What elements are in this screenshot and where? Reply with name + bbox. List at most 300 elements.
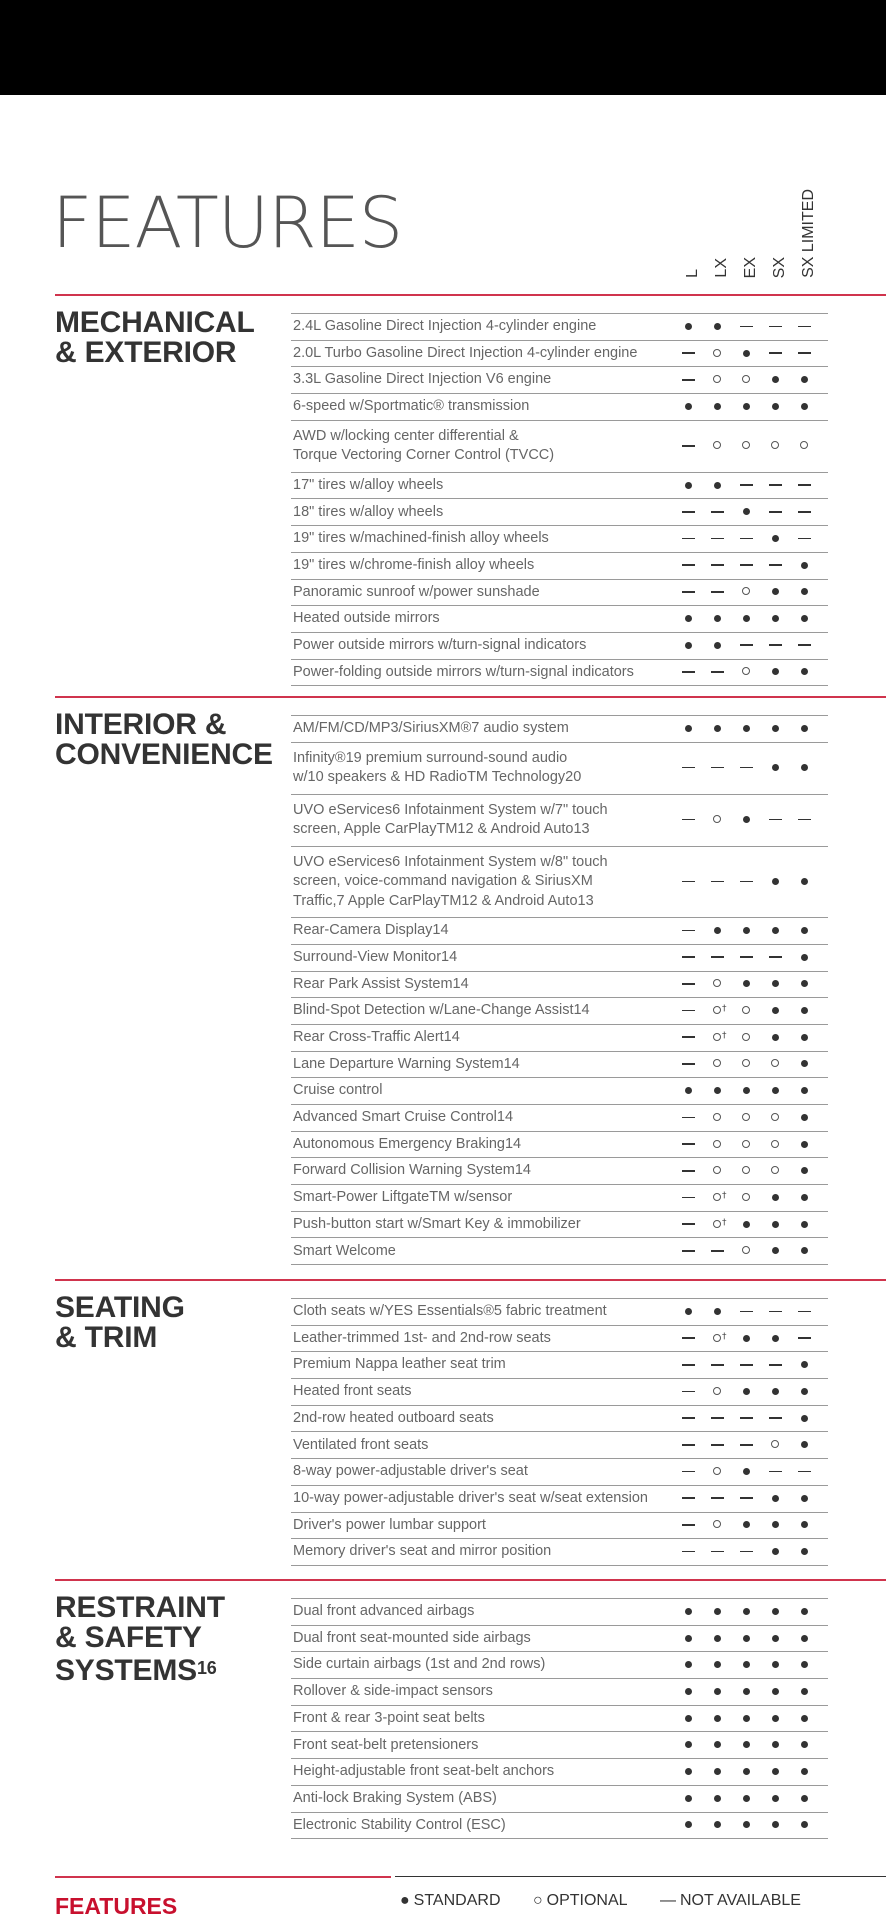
optional-circle-icon xyxy=(735,1057,757,1071)
section-title-line: & TRIM xyxy=(55,1321,158,1354)
not-available-dash-icon xyxy=(677,1465,699,1479)
feature-label: Rear Cross-Traffic Alert14 xyxy=(293,1029,460,1046)
standard-dot-icon xyxy=(735,1332,757,1346)
table-row xyxy=(291,1158,828,1185)
availability-marks xyxy=(679,1158,824,1184)
availability-marks xyxy=(679,633,824,659)
feature-label: Electronic Stability Control (ESC) xyxy=(293,1816,506,1833)
standard-dot-icon xyxy=(764,977,786,991)
standard-dot-icon xyxy=(793,1138,815,1152)
feature-table xyxy=(291,1598,828,1839)
standard-dot-icon xyxy=(764,1492,786,1506)
not-available-dash-icon xyxy=(677,1438,699,1452)
standard-dot-icon xyxy=(793,1685,815,1699)
standard-dot-icon xyxy=(764,924,786,938)
feature-label: Ventilated front seats xyxy=(293,1436,429,1453)
standard-dot-icon xyxy=(793,951,815,965)
table-row xyxy=(291,314,828,341)
availability-marks xyxy=(679,847,824,918)
standard-dot-icon xyxy=(764,1004,786,1018)
availability-marks xyxy=(679,1212,824,1238)
standard-dot-icon xyxy=(764,1031,786,1045)
optional-circle-icon xyxy=(735,1164,757,1178)
not-available-dash-icon xyxy=(677,1518,699,1532)
standard-dot-icon xyxy=(706,1605,728,1619)
standard-dot-icon xyxy=(677,1605,699,1619)
table-row xyxy=(291,1212,828,1239)
standard-dot-icon xyxy=(793,722,815,736)
section-divider xyxy=(55,696,886,698)
standard-dot-icon xyxy=(735,1605,757,1619)
availability-marks xyxy=(679,1626,824,1652)
standard-dot-icon xyxy=(764,1191,786,1205)
standard-dot-icon xyxy=(764,1218,786,1232)
feature-label: Forward Collision Warning System14 xyxy=(293,1162,531,1179)
table-row xyxy=(291,918,828,945)
optional-circle-icon xyxy=(735,439,757,453)
not-available-dash-icon xyxy=(677,924,699,938)
not-available-dash-icon xyxy=(764,479,786,493)
standard-dot-icon xyxy=(706,639,728,653)
standard-dot-icon xyxy=(735,1218,757,1232)
standard-dot-icon xyxy=(677,1792,699,1806)
standard-dot-icon xyxy=(677,1712,699,1726)
availability-marks xyxy=(679,1732,824,1758)
table-row xyxy=(291,1052,828,1079)
availability-marks xyxy=(679,1599,824,1625)
optional-circle-icon xyxy=(706,1518,728,1532)
not-available-dash-icon xyxy=(677,1385,699,1399)
not-available-dash-icon xyxy=(764,1465,786,1479)
availability-marks xyxy=(679,1813,824,1839)
table-row xyxy=(291,526,828,553)
standard-dot-icon xyxy=(793,1658,815,1672)
not-available-dash-icon xyxy=(764,320,786,334)
availability-marks xyxy=(679,499,824,525)
table-row xyxy=(291,1513,828,1540)
section-title-line: INTERIOR & xyxy=(55,708,227,741)
not-available-dash-icon xyxy=(735,875,757,889)
standard-dot-icon xyxy=(764,1792,786,1806)
optional-circle-icon xyxy=(706,1057,728,1071)
not-available-dash-icon xyxy=(735,1545,757,1559)
table-row xyxy=(291,1406,828,1433)
not-available-dash-icon xyxy=(706,1412,728,1426)
availability-marks xyxy=(679,1105,824,1131)
standard-dot-icon xyxy=(677,1084,699,1098)
standard-dot-icon xyxy=(735,612,757,626)
table-row xyxy=(291,716,828,743)
table-row xyxy=(291,1105,828,1132)
standard-dot-icon xyxy=(677,1305,699,1319)
table-row xyxy=(291,633,828,660)
feature-label: AWD w/locking center differential & Torque Vectoring Corner Control (TVCC) xyxy=(293,427,555,464)
feature-label: Power-folding outside mirrors w/turn-signal indicators xyxy=(293,663,634,680)
standard-dot-icon xyxy=(764,761,786,775)
not-available-dash-icon xyxy=(735,532,757,546)
optional-circle-icon xyxy=(764,1111,786,1125)
feature-label: Lane Departure Warning System14 xyxy=(293,1055,520,1072)
optional-circle-icon xyxy=(764,1164,786,1178)
feature-label: Dual front seat-mounted side airbags xyxy=(293,1629,531,1646)
standard-dot-icon xyxy=(793,1358,815,1372)
standard-dot-icon xyxy=(793,1164,815,1178)
availability-marks xyxy=(679,1326,824,1352)
not-available-dash-icon xyxy=(764,1412,786,1426)
optional-circle-icon xyxy=(735,1191,757,1205)
availability-marks xyxy=(679,1078,824,1104)
table-row xyxy=(291,421,828,473)
section-title xyxy=(55,308,275,368)
feature-label: Leather-trimmed 1st- and 2nd-row seats xyxy=(293,1329,551,1346)
feature-label: Surround-View Monitor14 xyxy=(293,948,458,965)
standard-dot-icon xyxy=(764,875,786,889)
table-row xyxy=(291,972,828,999)
optional-dagger-icon xyxy=(706,1191,728,1205)
table-row xyxy=(291,660,828,687)
optional-circle-icon xyxy=(735,1031,757,1045)
table-row xyxy=(291,1238,828,1265)
table-row xyxy=(291,394,828,421)
optional-dagger-icon xyxy=(706,1004,728,1018)
table-row xyxy=(291,945,828,972)
section-title-line xyxy=(55,1653,275,1686)
not-available-dash-icon xyxy=(764,639,786,653)
not-available-dash-icon xyxy=(706,951,728,965)
not-available-dash-icon xyxy=(706,1438,728,1452)
optional-circle-icon xyxy=(706,1385,728,1399)
standard-dot-icon xyxy=(677,722,699,736)
not-available-dash-icon xyxy=(677,347,699,361)
feature-label: Autonomous Emergency Braking14 xyxy=(293,1135,522,1152)
table-row xyxy=(291,1759,828,1786)
standard-dot-icon xyxy=(677,1632,699,1646)
feature-label: Dual front advanced airbags xyxy=(293,1603,475,1620)
not-available-dash-icon xyxy=(706,761,728,775)
optional-circle-icon xyxy=(735,1244,757,1258)
feature-label: Front & rear 3-point seat belts xyxy=(293,1709,485,1726)
standard-dot-icon xyxy=(764,373,786,387)
not-available-dash-icon xyxy=(764,1305,786,1319)
not-available-dash-icon xyxy=(735,320,757,334)
not-available-dash-icon xyxy=(677,585,699,599)
standard-dot-icon xyxy=(793,1191,815,1205)
table-row xyxy=(291,473,828,500)
availability-marks xyxy=(679,743,824,794)
footer-divider-red xyxy=(55,1876,391,1878)
dash-icon: — xyxy=(659,1892,676,1909)
not-available-dash-icon xyxy=(793,1465,815,1479)
standard-dot-icon xyxy=(793,1412,815,1426)
not-available-dash-icon xyxy=(677,977,699,991)
feature-label: 18" tires w/alloy wheels xyxy=(293,503,444,520)
not-available-dash-icon xyxy=(764,505,786,519)
standard-dot-icon xyxy=(735,1658,757,1672)
not-available-dash-icon xyxy=(706,559,728,573)
standard-dot-icon xyxy=(793,1518,815,1532)
optional-circle-icon xyxy=(706,373,728,387)
not-available-dash-icon xyxy=(793,532,815,546)
table-row xyxy=(291,1486,828,1513)
table-row xyxy=(291,1379,828,1406)
availability-marks xyxy=(679,341,824,367)
feature-label: 10-way power-adjustable driver's seat w/seat extension xyxy=(293,1489,648,1506)
not-available-dash-icon xyxy=(677,1057,699,1071)
not-available-dash-icon xyxy=(677,1191,699,1205)
standard-dot-icon xyxy=(764,665,786,679)
availability-marks xyxy=(679,367,824,393)
table-row xyxy=(291,1326,828,1353)
not-available-dash-icon xyxy=(735,951,757,965)
standard-dot-icon xyxy=(735,722,757,736)
standard-dot-icon xyxy=(706,612,728,626)
standard-dot-icon xyxy=(764,1084,786,1098)
feature-label: 6-speed w/Sportmatic® transmission xyxy=(293,398,530,415)
feature-label: Push-button start w/Smart Key & immobilizer xyxy=(293,1215,581,1232)
feature-label: 2.0L Turbo Gasoline Direct Injection 4-cylinder engine xyxy=(293,344,638,361)
availability-marks xyxy=(679,421,824,472)
section-title-line: CONVENIENCE xyxy=(55,738,273,771)
feature-label: Infinity®19 premium surround-sound audio w/10 speakers & HD RadioTM Technology20 xyxy=(293,749,582,786)
standard-dot-icon xyxy=(793,1244,815,1258)
not-available-dash-icon xyxy=(793,813,815,827)
feature-label: Power outside mirrors w/turn-signal indicators xyxy=(293,636,587,653)
not-available-dash-icon xyxy=(677,532,699,546)
optional-circle-icon xyxy=(735,1004,757,1018)
feature-label: Panoramic sunroof w/power sunshade xyxy=(293,583,540,600)
availability-marks xyxy=(679,553,824,579)
not-available-dash-icon xyxy=(706,875,728,889)
standard-dot-icon xyxy=(735,347,757,361)
standard-dot-icon xyxy=(793,585,815,599)
not-available-dash-icon xyxy=(764,813,786,827)
table-row xyxy=(291,1078,828,1105)
not-available-dash-icon xyxy=(706,1244,728,1258)
standard-dot-icon xyxy=(764,722,786,736)
feature-label: Height-adjustable front seat-belt anchors xyxy=(293,1763,555,1780)
table-row xyxy=(291,1352,828,1379)
optional-circle-icon xyxy=(764,1057,786,1071)
standard-dot-icon xyxy=(706,1632,728,1646)
open-circle-icon: ○ xyxy=(532,1892,543,1909)
standard-dot-icon xyxy=(793,1004,815,1018)
optional-dagger-icon xyxy=(706,1031,728,1045)
standard-dot-icon xyxy=(735,924,757,938)
availability-marks xyxy=(679,1679,824,1705)
table-row xyxy=(291,1432,828,1459)
trim-header-l: L xyxy=(684,269,701,278)
availability-marks xyxy=(679,1539,824,1565)
standard-dot-icon xyxy=(793,1792,815,1806)
optional-circle-icon xyxy=(764,439,786,453)
availability-marks xyxy=(679,998,824,1024)
standard-dot-icon xyxy=(706,1792,728,1806)
availability-marks xyxy=(679,1706,824,1732)
page-title: FEATURES xyxy=(52,182,403,264)
availability-marks xyxy=(679,606,824,632)
standard-dot-icon xyxy=(735,505,757,519)
availability-marks xyxy=(679,1486,824,1512)
legend-optional xyxy=(533,1892,642,1909)
feature-label: 2.4L Gasoline Direct Injection 4-cylinder engine xyxy=(293,318,597,335)
section-title-line: SEATING xyxy=(55,1291,185,1324)
feature-label: Driver's power lumbar support xyxy=(293,1516,486,1533)
standard-dot-icon xyxy=(706,722,728,736)
standard-dot-icon xyxy=(735,1818,757,1832)
optional-circle-icon xyxy=(706,1164,728,1178)
standard-dot-icon xyxy=(764,1765,786,1779)
availability-marks xyxy=(679,1352,824,1378)
not-available-dash-icon xyxy=(677,1244,699,1258)
feature-label: Smart-Power LiftgateTM w/sensor xyxy=(293,1189,513,1206)
availability-marks xyxy=(679,1238,824,1264)
standard-dot-icon xyxy=(706,1738,728,1752)
standard-dot-icon xyxy=(793,1492,815,1506)
optional-circle-icon xyxy=(706,813,728,827)
standard-dot-icon xyxy=(706,1818,728,1832)
feature-label: 19" tires w/machined-finish alloy wheels xyxy=(293,530,549,547)
availability-marks xyxy=(679,314,824,340)
standard-dot-icon xyxy=(793,1818,815,1832)
section-title-line: & EXTERIOR xyxy=(55,336,237,369)
table-row xyxy=(291,606,828,633)
not-available-dash-icon xyxy=(706,1545,728,1559)
standard-dot-icon xyxy=(793,1712,815,1726)
feature-table xyxy=(291,715,828,1265)
not-available-dash-icon xyxy=(677,1492,699,1506)
standard-dot-icon xyxy=(764,1632,786,1646)
standard-dot-icon xyxy=(793,373,815,387)
feature-label: AM/FM/CD/MP3/SiriusXM®7 audio system xyxy=(293,720,569,737)
not-available-dash-icon xyxy=(677,1412,699,1426)
standard-dot-icon xyxy=(735,813,757,827)
table-row xyxy=(291,1732,828,1759)
table-row xyxy=(291,367,828,394)
trim-header-ex: EX xyxy=(742,256,759,278)
section-title-line: MECHANICAL xyxy=(55,306,255,339)
standard-dot-icon xyxy=(764,1244,786,1258)
availability-marks xyxy=(679,1406,824,1432)
feature-label: Heated front seats xyxy=(293,1383,412,1400)
not-available-dash-icon xyxy=(735,559,757,573)
section-divider xyxy=(55,1579,886,1581)
section-divider xyxy=(55,294,886,296)
standard-dot-icon xyxy=(735,1518,757,1532)
not-available-dash-icon xyxy=(677,875,699,889)
standard-dot-icon xyxy=(764,612,786,626)
table-row xyxy=(291,1652,828,1679)
optional-circle-icon xyxy=(735,1138,757,1152)
not-available-dash-icon xyxy=(677,1545,699,1559)
table-row xyxy=(291,1025,828,1052)
availability-marks xyxy=(679,1759,824,1785)
not-available-dash-icon xyxy=(677,1138,699,1152)
table-row xyxy=(291,1132,828,1159)
feature-table xyxy=(291,313,828,686)
not-available-dash-icon xyxy=(735,1438,757,1452)
optional-circle-icon xyxy=(706,347,728,361)
legend-standard xyxy=(400,1892,515,1909)
not-available-dash-icon xyxy=(735,479,757,493)
standard-dot-icon xyxy=(677,400,699,414)
feature-label: 2nd-row heated outboard seats xyxy=(293,1409,494,1426)
feature-label: Memory driver's seat and mirror position xyxy=(293,1543,552,1560)
feature-label: Side curtain airbags (1st and 2nd rows) xyxy=(293,1656,546,1673)
availability-marks xyxy=(679,1459,824,1485)
table-row xyxy=(291,1626,828,1653)
feature-label: Rear-Camera Display14 xyxy=(293,922,449,939)
standard-dot-icon xyxy=(793,977,815,991)
feature-table xyxy=(291,1298,828,1566)
standard-dot-icon xyxy=(677,639,699,653)
standard-dot-icon xyxy=(764,1545,786,1559)
table-row xyxy=(291,743,828,795)
optional-circle-icon xyxy=(735,373,757,387)
legend-standard-label: STANDARD xyxy=(413,1892,501,1909)
standard-dot-icon xyxy=(735,1765,757,1779)
standard-dot-icon xyxy=(793,612,815,626)
standard-dot-icon xyxy=(735,1712,757,1726)
standard-dot-icon xyxy=(735,1632,757,1646)
not-available-dash-icon xyxy=(793,479,815,493)
standard-dot-icon xyxy=(706,1765,728,1779)
standard-dot-icon xyxy=(793,761,815,775)
not-available-dash-icon xyxy=(735,1412,757,1426)
not-available-dash-icon xyxy=(764,1358,786,1372)
top-black-bar xyxy=(0,0,886,95)
optional-circle-icon xyxy=(735,665,757,679)
availability-marks xyxy=(679,1299,824,1325)
standard-dot-icon xyxy=(793,1385,815,1399)
optional-circle-icon xyxy=(706,439,728,453)
standard-dot-icon xyxy=(793,1057,815,1071)
standard-dot-icon xyxy=(735,1465,757,1479)
optional-circle-icon xyxy=(706,1465,728,1479)
standard-dot-icon xyxy=(735,1738,757,1752)
availability-marks xyxy=(679,972,824,998)
standard-dot-icon xyxy=(706,479,728,493)
feature-label: 17" tires w/alloy wheels xyxy=(293,476,444,493)
not-available-dash-icon xyxy=(793,639,815,653)
availability-marks xyxy=(679,1432,824,1458)
section-title-line: & SAFETY xyxy=(55,1621,202,1654)
standard-dot-icon xyxy=(793,1605,815,1619)
table-row xyxy=(291,1679,828,1706)
section-title-line: RESTRAINT xyxy=(55,1591,225,1624)
not-available-dash-icon xyxy=(677,1004,699,1018)
feature-label: Rollover & side-impact sensors xyxy=(293,1683,493,1700)
not-available-dash-icon xyxy=(793,1332,815,1346)
availability-marks xyxy=(679,526,824,552)
availability-marks xyxy=(679,1379,824,1405)
trim-header-sx: SX xyxy=(771,256,788,278)
not-available-dash-icon xyxy=(706,1492,728,1506)
standard-dot-icon xyxy=(793,559,815,573)
feature-label: 8-way power-adjustable driver's seat xyxy=(293,1463,528,1480)
standard-dot-icon xyxy=(706,320,728,334)
not-available-dash-icon xyxy=(793,347,815,361)
table-row xyxy=(291,1299,828,1326)
optional-circle-icon xyxy=(735,585,757,599)
availability-marks xyxy=(679,918,824,944)
not-available-dash-icon xyxy=(677,951,699,965)
availability-marks xyxy=(679,1025,824,1051)
feature-label: Rear Park Assist System14 xyxy=(293,975,469,992)
section-title-line-text: SYSTEMS xyxy=(55,1654,197,1687)
standard-dot-icon xyxy=(793,1031,815,1045)
availability-marks xyxy=(679,1052,824,1078)
standard-dot-icon xyxy=(764,1658,786,1672)
